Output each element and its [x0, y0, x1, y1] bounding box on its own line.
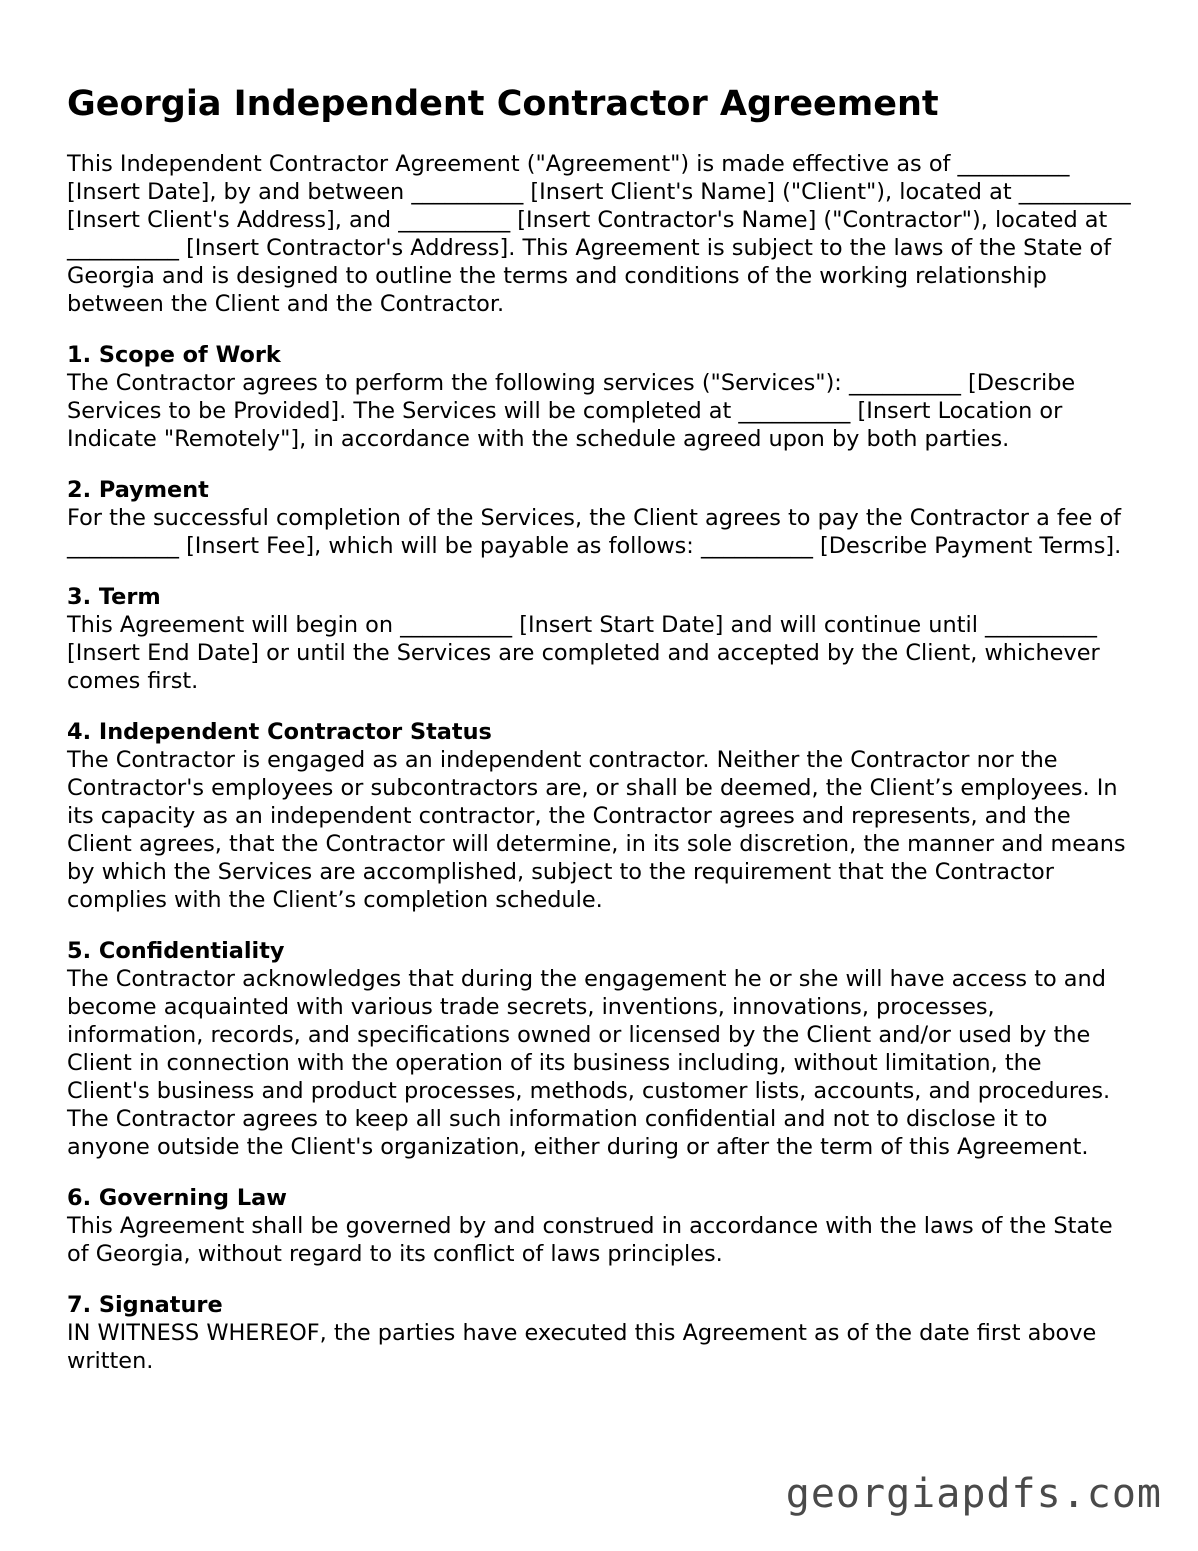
- section-scope-of-work: [67, 341, 1131, 453]
- section-body: IN WITNESS WHEREOF, the parties have executed this Agreement as of the date first above written.: [67, 1320, 1097, 1374]
- section-term: [67, 583, 1131, 695]
- section-heading: 2. Payment: [67, 477, 209, 503]
- section-body: For the successful completion of the Services, the Client agrees to pay the Contractor a fee of __________ [Insert Fee], which will be payable as follows: __________ [Describe Payment Terms].: [67, 505, 1122, 559]
- section-body: This Agreement will begin on __________ [Insert Start Date] and will continue until __________ [Insert End Date] or until the Services are completed and accepted by the Client, whichever comes first.: [67, 612, 1100, 694]
- section-heading: 1. Scope of Work: [67, 342, 281, 368]
- intro-paragraph: This Independent Contractor Agreement ("Agreement") is made effective as of __________ [Insert Date], by and between __________ [Insert Client's Name] ("Client"), located at __________ [Insert Client's Address], and __________ [Insert Contractor's Name] ("Contractor"), located at __________ [Insert Contractor's Address]. This Agreement is subject to the laws of the State of Georgia and is designed to outline the terms and conditions of the working relationship between the Client and the Contractor.: [67, 151, 1131, 317]
- section-confidentiality: [67, 937, 1131, 1161]
- section-body: The Contractor is engaged as an independent contractor. Neither the Contractor nor the Contractor's employees or subcontractors are, or shall be deemed, the Client’s employees. In its capacity as an independent contractor, the Contractor agrees and represents, and the Client agrees, that the Contractor will determine, in its sole discretion, the manner and means by which the Services are accomplished, subject to the requirement that the Contractor complies with the Client’s completion schedule.: [67, 747, 1126, 913]
- document-title: Georgia Independent Contractor Agreement: [67, 84, 939, 124]
- section-heading: 6. Governing Law: [67, 1185, 287, 1211]
- document-page: [67, 80, 1131, 1375]
- section-body: This Agreement shall be governed by and construed in accordance with the laws of the State of Georgia, without regard to its conflict of laws principles.: [67, 1213, 1113, 1267]
- section-independent-contractor-status: [67, 718, 1131, 914]
- section-heading: 4. Independent Contractor Status: [67, 719, 492, 745]
- section-heading: 3. Term: [67, 584, 161, 610]
- section-body: The Contractor agrees to perform the following services ("Services"): __________ [Describe Services to be Provided]. The Services will be completed at __________ [Insert Location or Indicate "Remotely"], in accordance with the schedule agreed upon by both parties.: [67, 370, 1076, 452]
- watermark-text: georgiapdfs.com: [785, 1471, 1162, 1517]
- section-governing-law: [67, 1184, 1131, 1268]
- section-heading: 5. Confidentiality: [67, 938, 285, 964]
- section-body: The Contractor acknowledges that during the engagement he or she will have access to and become acquainted with various trade secrets, inventions, innovations, processes, information, records, and specifications owned or licensed by the Client and/or used by the Client in connection with the operation of its business including, without limitation, the Client's business and product processes, methods, customer lists, accounts, and procedures. The Contractor agrees to keep all such information confidential and not to disclose it to anyone outside the Client's organization, either during or after the term of this Agreement.: [67, 966, 1111, 1160]
- section-signature: [67, 1291, 1131, 1375]
- section-payment: [67, 476, 1131, 560]
- section-heading: 7. Signature: [67, 1292, 223, 1318]
